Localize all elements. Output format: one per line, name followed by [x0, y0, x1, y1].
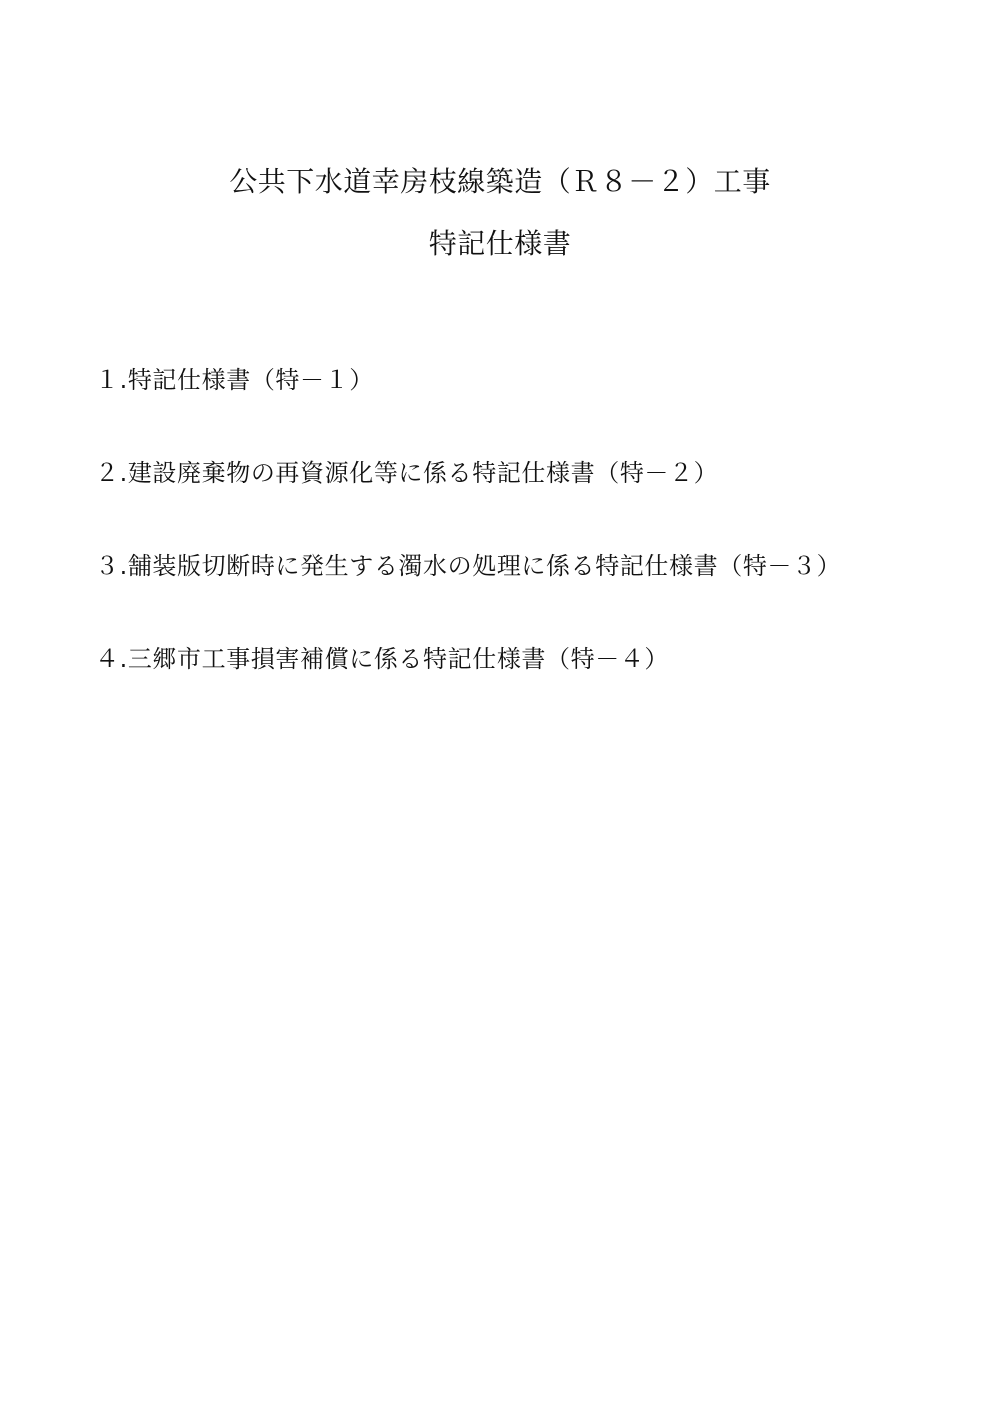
contents-item-2: ２.建設廃棄物の再資源化等に係る特記仕様書（特－２）: [95, 459, 719, 487]
contents-item-1: １.特記仕様書（特－１）: [95, 366, 374, 394]
contents-list: [95, 363, 975, 735]
contents-item-3: ３.舗装版切断時に発生する濁水の処理に係る特記仕様書（特－３）: [95, 552, 842, 580]
document-title: 公共下水道幸房枝線築造（Ｒ８－２）工事: [229, 165, 771, 198]
contents-item-4: ４.三郷市工事損害補償に係る特記仕様書（特－４）: [95, 645, 670, 673]
document-subtitle: 特記仕様書: [428, 227, 572, 260]
